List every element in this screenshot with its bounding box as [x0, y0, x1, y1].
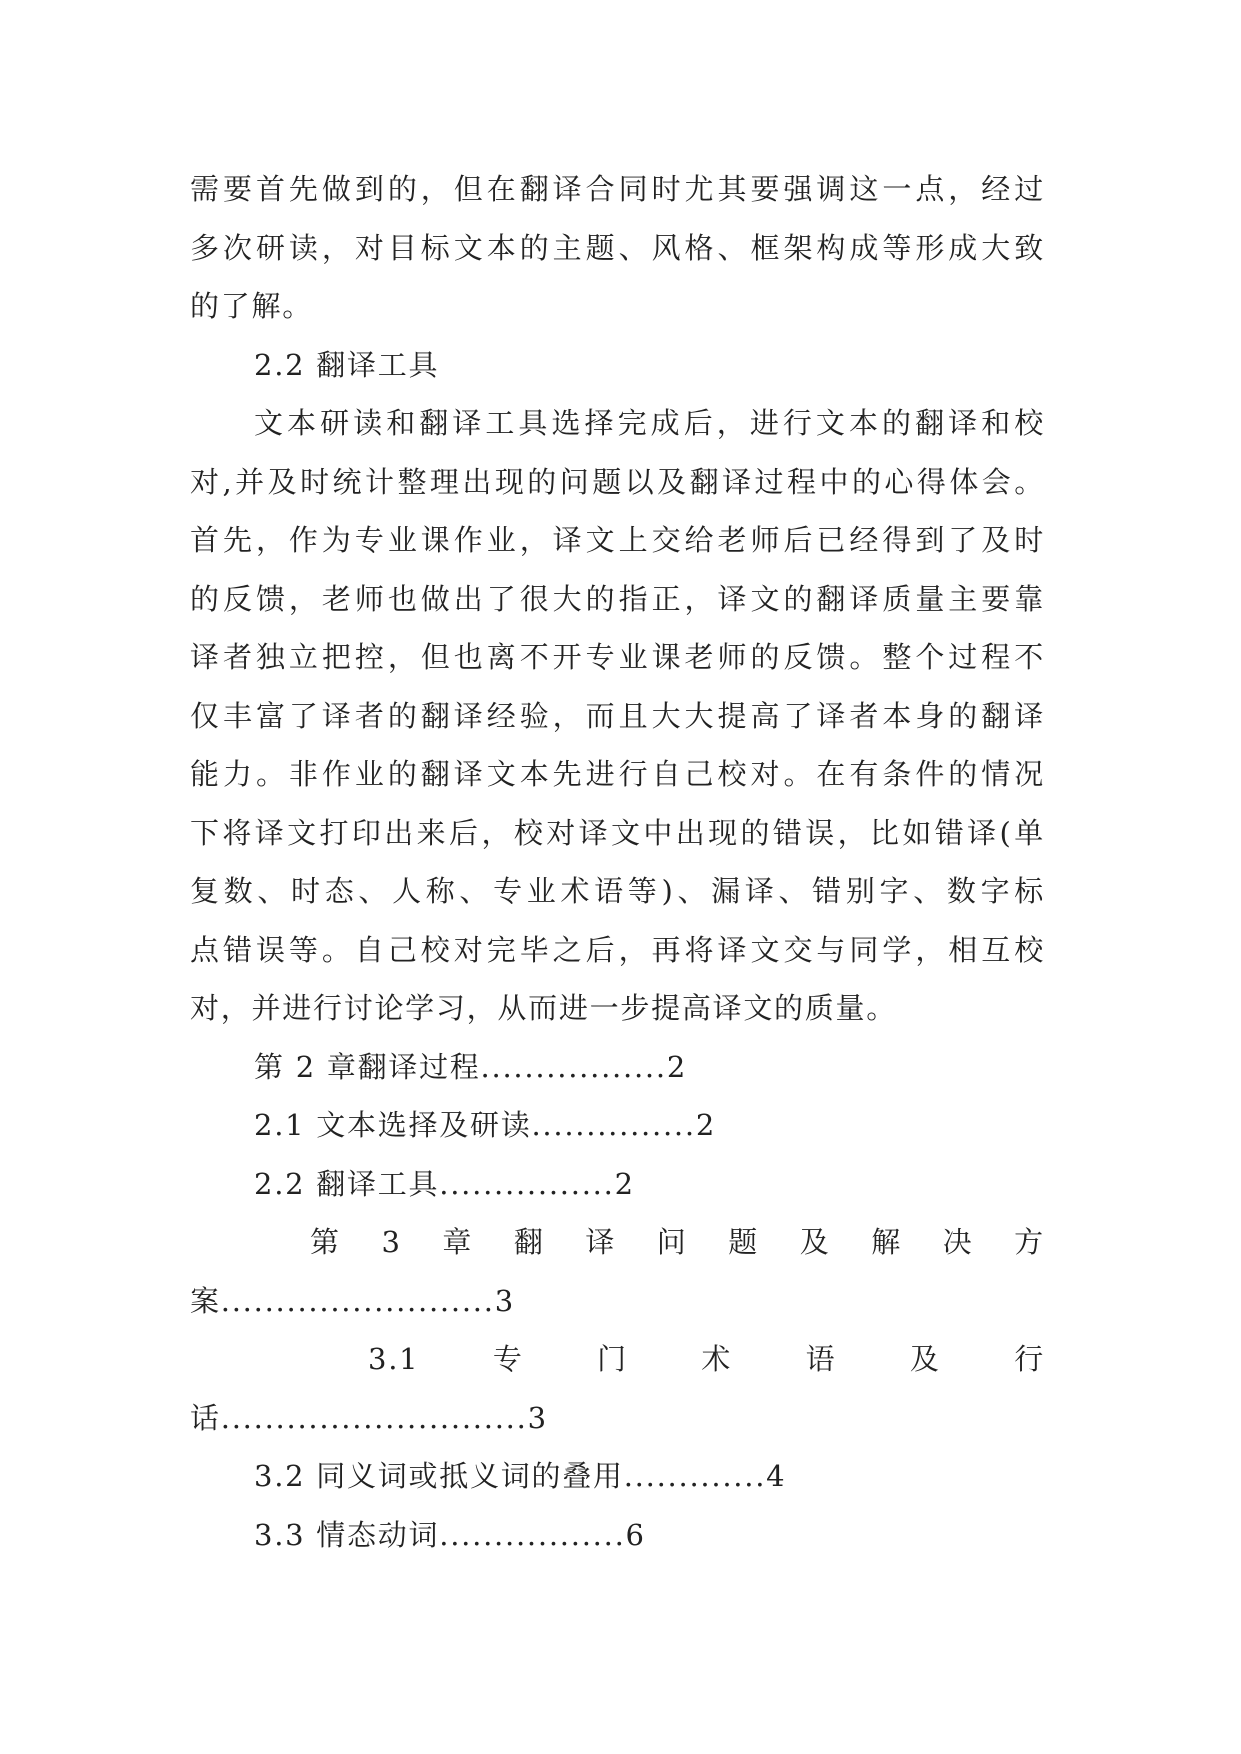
toc-entry-chapter-3-continuation: 案.........................3	[190, 1283, 515, 1318]
toc-word: 解	[871, 1225, 902, 1259]
toc-word: 及	[909, 1342, 941, 1376]
paragraph-line: 的了解。	[190, 289, 313, 323]
document-body	[190, 160, 1045, 1564]
paragraph-line: 的反馈，老师也做出了很大的指正，译文的翻译质量主要靠	[190, 581, 1045, 616]
toc-entry-3-1-continuation: 话............................3	[190, 1400, 548, 1435]
toc-entry-2-1: 2.1 文本选择及研读...............2	[254, 1108, 717, 1142]
paragraph-line: 复数、时态、人称、专业术语等)、漏译、错别字、数字标	[190, 874, 1045, 908]
toc-word: 语	[805, 1342, 837, 1376]
paragraph-line: 多次研读，对目标文本的主题、风格、框架构成等形成大致	[190, 230, 1045, 265]
paragraph-line: 对,并及时统计整理出现的问题以及翻译过程中的心得体会。	[190, 464, 1045, 499]
paragraph-line: 能力。非作业的翻译文本先进行自己校对。在有条件的情况	[190, 757, 1045, 791]
toc-word: 译	[585, 1225, 617, 1259]
section-heading: 2.2 翻译工具	[254, 347, 440, 382]
toc-word: 第	[310, 1225, 341, 1259]
toc-entry-2-2: 2.2 翻译工具................2	[254, 1166, 635, 1201]
toc-entry-chapter-3	[190, 1213, 1045, 1272]
paragraph-line: 下将译文打印出来后，校对译文中出现的错误，比如错译(单	[190, 815, 1045, 850]
toc-entry-chapter-3-title	[310, 1213, 1045, 1272]
toc-word: 决	[942, 1225, 974, 1259]
toc-word: 及	[799, 1225, 831, 1259]
toc-word: 翻	[513, 1225, 545, 1259]
toc-word: 专	[492, 1342, 524, 1376]
toc-word: 3	[381, 1225, 402, 1259]
toc-word: 题	[728, 1225, 760, 1259]
paragraph-line: 对，并进行讨论学习，从而进一步提高译文的质量。	[190, 991, 898, 1025]
toc-word: 3.1	[368, 1342, 420, 1376]
paragraph-line: 译者独立把控，但也离不开专业课老师的反馈。整个过程不	[190, 640, 1045, 674]
paragraph-line: 文本研读和翻译工具选择完成后，进行文本的翻译和校	[254, 406, 1045, 440]
toc-entry-chapter-2: 第 2 章翻译过程.................2	[254, 1049, 688, 1084]
paragraph-line: 首先，作为专业课作业，译文上交给老师后已经得到了及时	[190, 523, 1045, 557]
toc-word: 门	[597, 1342, 628, 1376]
toc-entry-3-3: 3.3 情态动词.................6	[254, 1517, 646, 1552]
toc-word: 术	[701, 1342, 733, 1376]
paragraph-line: 需要首先做到的，但在翻译合同时尤其要强调这一点，经过	[190, 172, 1045, 206]
toc-word: 问	[656, 1225, 688, 1259]
paragraph-line: 点错误等。自己校对完毕之后，再将译文交与同学，相互校	[190, 932, 1045, 967]
toc-entry-3-1-title	[368, 1330, 1045, 1389]
toc-word: 章	[442, 1225, 474, 1259]
paragraph-line: 仅丰富了译者的翻译经验，而且大大提高了译者本身的翻译	[190, 698, 1045, 733]
toc-word: 方	[1014, 1225, 1045, 1259]
toc-word: 行	[1014, 1342, 1045, 1376]
toc-entry-3-2: 3.2 同义词或抵义词的叠用.............4	[254, 1459, 787, 1493]
toc-entry-3-1	[190, 1330, 1045, 1389]
